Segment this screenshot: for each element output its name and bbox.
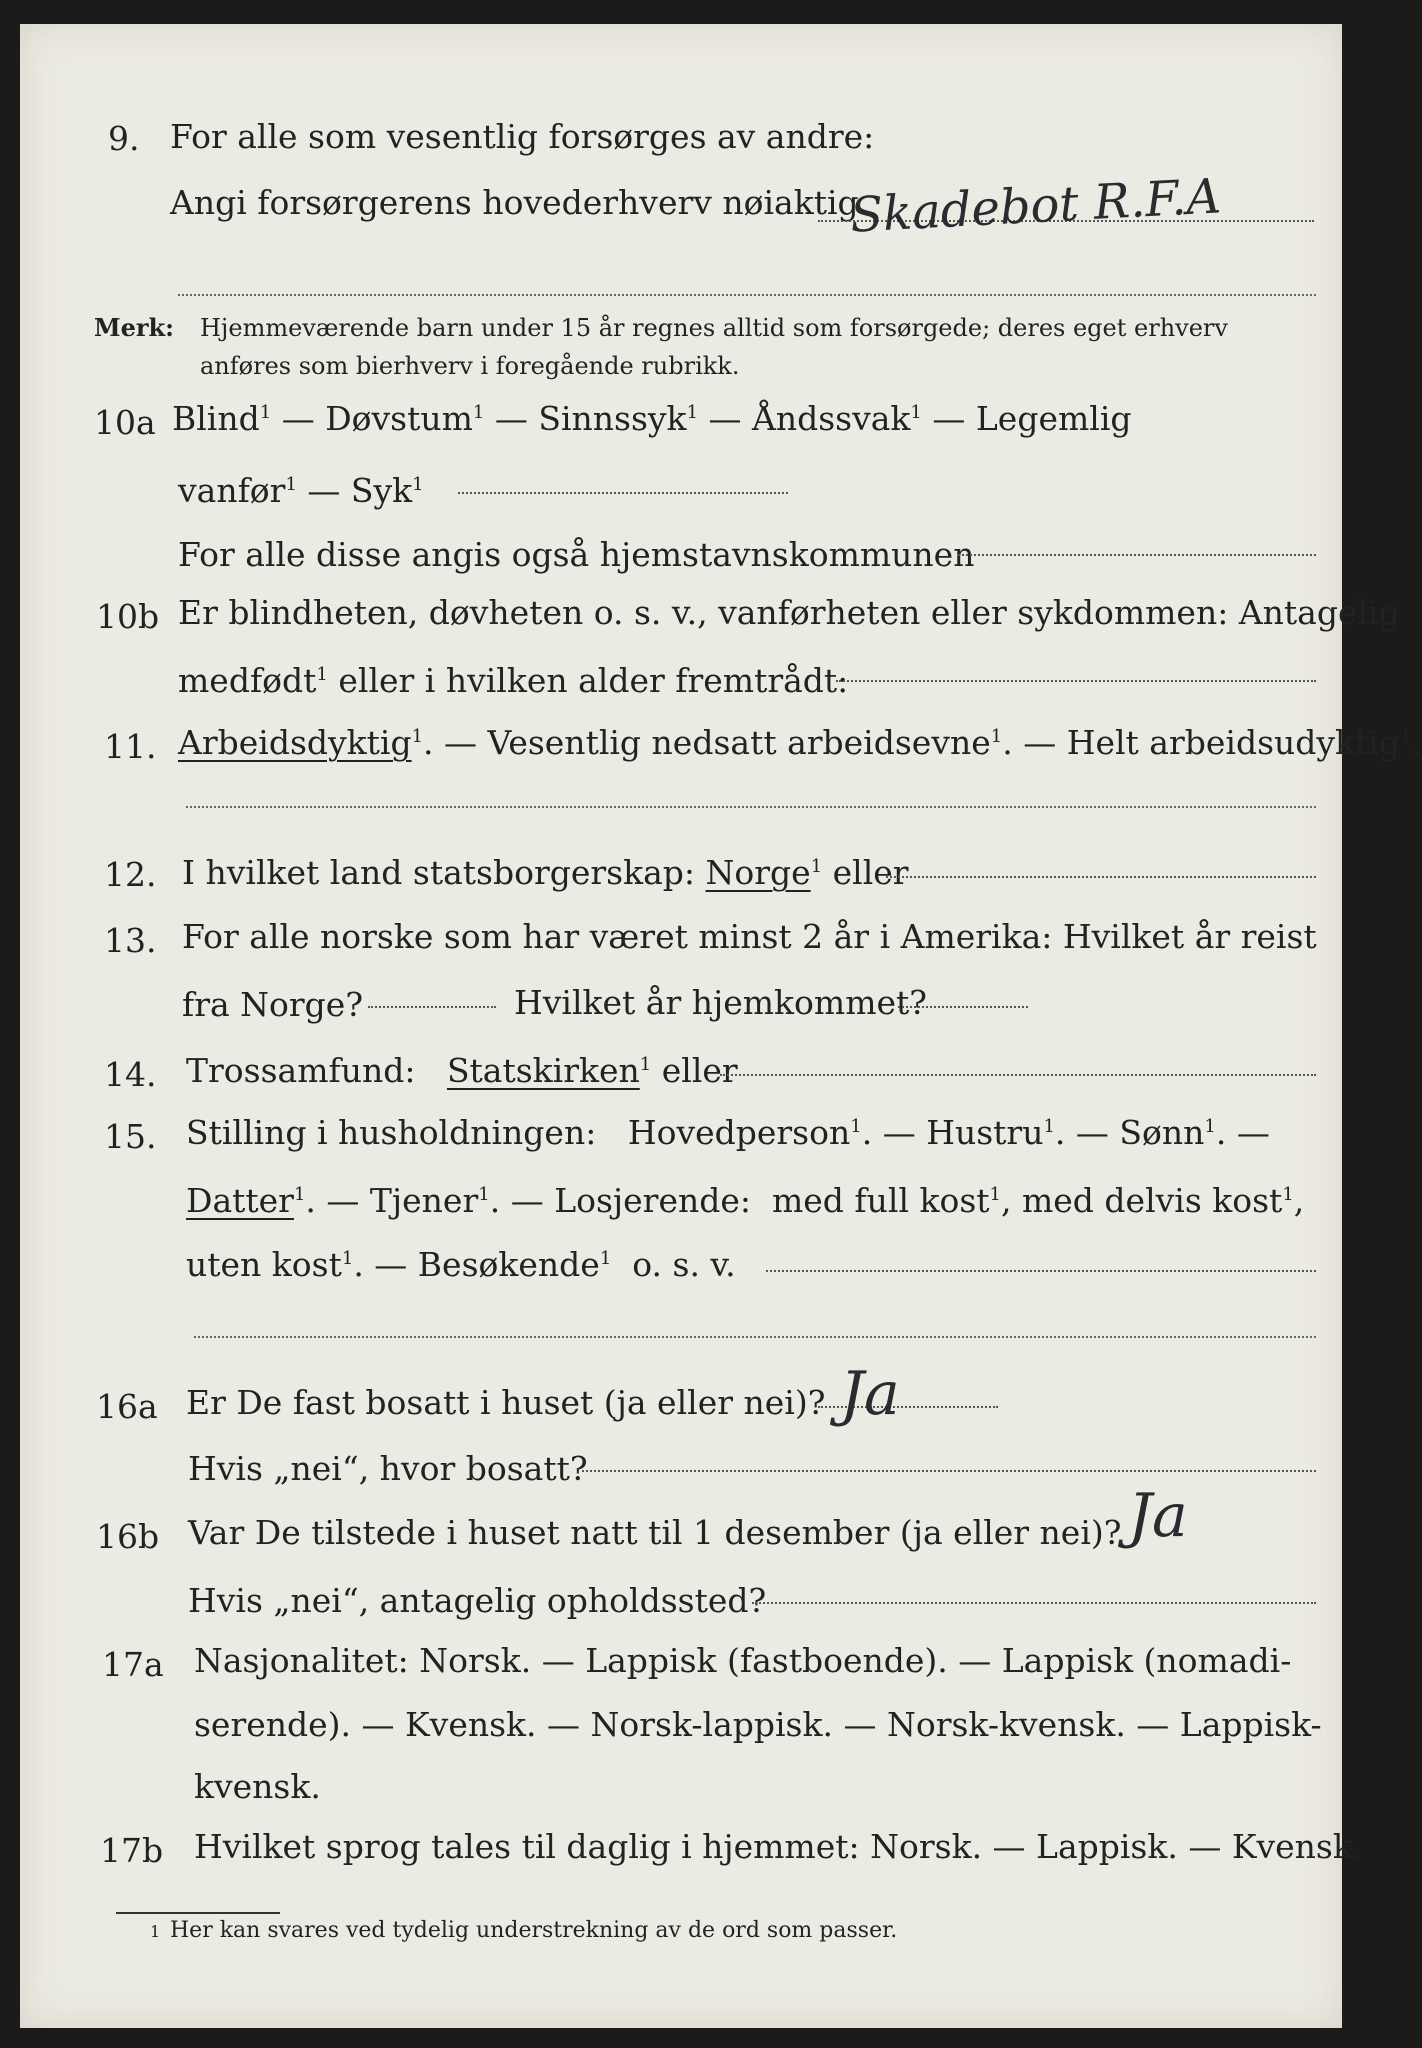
q17a-line2: serende). — Kvensk. — Norsk-lappisk. — Norsk-kvensk. — Lappisk- <box>194 1705 1322 1744</box>
q16a-line1: Er De fast bosatt i huset (ja eller nei)? <box>186 1383 826 1422</box>
q10a-line3: For alle disse angis også hjemstavnskommunen <box>178 535 975 574</box>
q16b-line1: Var De tilstede i huset natt til 1 desember (ja eller nei)? <box>188 1513 1122 1552</box>
q9-number: 9. <box>108 119 140 158</box>
q16a-number: 16a <box>96 1387 158 1426</box>
q9-handwritten-answer: Skadebot R.F.A <box>848 168 1223 244</box>
q12-line1: I hvilket land statsborgerskap: Norge$^1$ eller <box>182 853 909 892</box>
q10b-line1: Er blindheten, døvheten o. s. v., vanførheten eller sykdommen: Antagelig <box>178 593 1400 632</box>
merk-line1: Hjemmeværende barn under 15 år regnes alltid som forsørgede; deres eget erhverv <box>200 314 1228 342</box>
q11-extra-line <box>186 806 1316 808</box>
q16b-number: 16b <box>96 1517 160 1556</box>
q15-answer-line <box>766 1270 1316 1272</box>
q11-line1: Arbeidsdyktig$^1$. — Vesentlig nedsatt arbeidsevne$^1$. — Helt arbeidsudyktig$^1$. <box>178 723 1422 762</box>
q14-number: 14. <box>104 1055 157 1094</box>
q17a-number: 17a <box>102 1645 164 1684</box>
q13-number: 13. <box>104 921 157 960</box>
q13-line2a: fra Norge? <box>182 985 364 1024</box>
q12-answer-line <box>886 876 1316 878</box>
q16b-handwritten-answer: Ja <box>1128 1481 1188 1551</box>
q14-line1: Trossamfund: Statskirken$^1$ eller <box>186 1051 738 1090</box>
q15-extra-line <box>194 1336 1316 1338</box>
q9-line1: For alle som vesentlig forsørges av andre: <box>170 117 875 156</box>
q12-number: 12. <box>104 855 157 894</box>
q10b-number: 10b <box>96 597 160 636</box>
q17a-line1: Nasjonalitet: Norsk. — Lappisk (fastboende). — Lappisk (nomadi- <box>194 1641 1292 1680</box>
q15-number: 15. <box>104 1117 157 1156</box>
merk-label: Merk: <box>94 313 174 342</box>
q10b-line2: medfødt$^1$ eller i hvilken alder fremtrådt: <box>178 661 849 700</box>
q15-line2: Datter$^1$. — Tjener$^1$. — Losjerende: med full kost$^1$, med delvis kost$^1$, <box>186 1181 1305 1220</box>
q9-line2: Angi forsørgerens hovederhverv nøiaktig <box>170 183 859 222</box>
q13-line1: For alle norske som har været minst 2 år i Amerika: Hvilket år reist <box>182 917 1317 956</box>
q16b-place-line <box>752 1602 1316 1604</box>
q15-line3: uten kost$^1$. — Besøkende$^1$ o. s. v. <box>186 1245 736 1284</box>
q13-answer-line-1 <box>368 1006 496 1008</box>
q16a-home-line <box>582 1470 1316 1472</box>
footnote-rule <box>116 1912 280 1914</box>
q17b-number: 17b <box>100 1831 164 1870</box>
q9-extra-line <box>178 294 1316 296</box>
q17b-line1: Hvilket sprog tales til daglig i hjemmet: Norsk. — Lappisk. — Kvensk. <box>194 1827 1364 1866</box>
merk-line2: anføres som bierhverv i foregående rubrikk. <box>200 352 740 380</box>
q10a-answer-line <box>458 492 788 494</box>
q17a-line3: kvensk. <box>194 1767 321 1806</box>
q16a-line2: Hvis „nei“, hvor bosatt? <box>188 1449 588 1488</box>
census-form-page <box>20 24 1422 2028</box>
q10a-line2: vanfør$^1$ — Syk$^1$ <box>178 471 424 510</box>
q10a-home-line <box>958 554 1316 556</box>
q13-answer-line-2 <box>898 1006 1028 1008</box>
q10b-answer-line <box>836 680 1316 682</box>
q16a-handwritten-answer: Ja <box>840 1359 900 1429</box>
footnote-marker: 1 <box>150 1922 161 1941</box>
q10a-number: 10a <box>94 403 156 442</box>
footnote-text: Her kan svares ved tydelig understrekning av de ord som passer. <box>170 1918 898 1943</box>
q10a-line1: Blind$^1$ — Døvstum$^1$ — Sinnssyk$^1$ — Åndssvak$^1$ — Legemlig <box>172 399 1132 438</box>
q16b-line2: Hvis „nei“, antagelig opholdssted? <box>188 1581 767 1620</box>
q14-answer-line <box>720 1074 1316 1076</box>
q11-number: 11. <box>104 727 157 766</box>
q15-line1: Stilling i husholdningen: Hovedperson$^1$. — Hustru$^1$. — Sønn$^1$. — <box>186 1113 1270 1152</box>
q13-line2b: Hvilket år hjemkommet? <box>514 983 927 1022</box>
